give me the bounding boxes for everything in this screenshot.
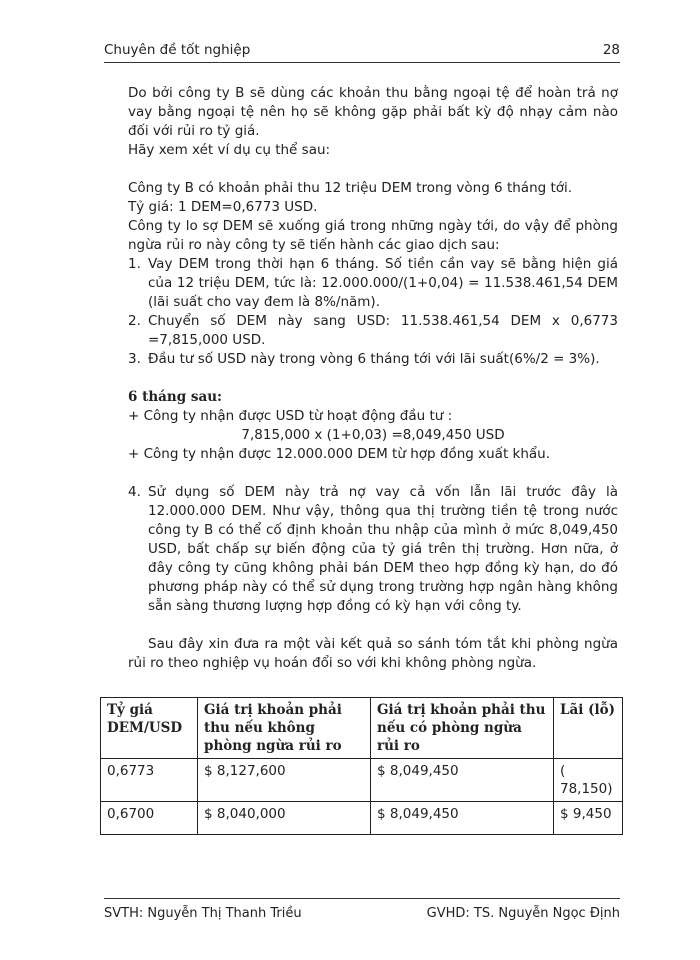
header-title: Chuyên đề tốt nghiệp xyxy=(104,42,251,58)
step-number: 4. xyxy=(128,484,141,500)
paragraph-receivable: Công ty B có khoản phải thu 12 triệu DEM trong vòng 6 tháng tới. xyxy=(128,180,573,196)
page-footer xyxy=(104,898,620,921)
comparison-table xyxy=(100,697,623,835)
after-line-investment: + Công ty nhận được USD từ hoạt động đầu tư : xyxy=(128,408,453,424)
table-row xyxy=(101,802,623,835)
after-heading: 6 tháng sau: xyxy=(128,389,222,405)
list-item xyxy=(128,255,618,312)
table-header-row xyxy=(101,698,623,759)
table-header-cell: Lãi (lỗ) xyxy=(554,698,623,759)
footer-student: SVTH: Nguyễn Thị Thanh Triều xyxy=(104,906,302,921)
step-text: Vay DEM trong thời hạn 6 tháng. Số tiền cần vay sẽ bằng hiện giá của 12 triệu DEM, tức là: 12.000.000/(1+0,04) = 11.538.461,54 DEM (lãi suất cho vay đem là 8%/năm). xyxy=(148,256,618,310)
table-cell: 0,6773 xyxy=(101,759,198,802)
table-cell: 0,6700 xyxy=(101,802,198,835)
table-row xyxy=(101,759,623,802)
paragraph-hedge-plan: Công ty lo sợ DEM sẽ xuống giá trong những ngày tới, do vậy để phòng ngừa rủi ro này công ty sẽ tiến hành các giao dịch sau: xyxy=(128,218,618,253)
list-item xyxy=(128,312,618,350)
step-number: 1. xyxy=(128,256,141,272)
step-number: 3. xyxy=(128,351,141,367)
paragraph-summary: Sau đây xin đưa ra một vài kết quả so sánh tóm tắt khi phòng ngừa rủi ro theo nghiệp vụ hoán đổi so với khi không phòng ngừa. xyxy=(128,636,618,671)
step-text: Chuyển số DEM này sang USD: 11.538.461,54 DEM x 0,6773 =7,815,000 USD. xyxy=(148,313,618,348)
table-cell: ( 78,150) xyxy=(554,759,623,802)
paragraph-exchange-rate: Tỷ giá: 1 DEM=0,6773 USD. xyxy=(128,199,318,215)
page-number: 28 xyxy=(602,42,620,58)
page-body xyxy=(128,84,618,673)
paragraph-intro: Do bởi công ty B sẽ dùng các khoản thu bằng ngoại tệ để hoàn trả nợ vay bằng ngoại tệ nên họ sẽ không gặp phải bất kỳ độ nhạy cảm nào đối với rủi ro tỷ giá. xyxy=(128,85,618,139)
page-header xyxy=(104,40,620,63)
list-item xyxy=(128,483,618,616)
step-number: 2. xyxy=(128,313,141,329)
steps-list xyxy=(128,255,618,369)
table-cell: $ 8,040,000 xyxy=(198,802,371,835)
table-cell: $ 9,450 xyxy=(554,802,623,835)
table-header-cell: Giá trị khoản phải thu nếu có phòng ngừa rủi ro xyxy=(371,698,554,759)
step-text: Sử dụng số DEM này trả nợ vay cả vốn lẫn lãi trước đây là 12.000.000 DEM. Như vậy, thông qua thị trường tiền tệ trong nước công ty B có thể cố định khoản thu nhập của mình ở mức 8,049,450 USD, bất chấp sự biến động của tỷ giá trên thị trường. Hơn nữa, ở đây công ty cũng không phải bán DEM theo hợp đồng kỳ hạn, do đó phương pháp này có thể sử dụng trong trường hợp ngân hàng không sẵn sàng thương lượng hợp đồng có kỳ hạn với công ty. xyxy=(148,484,618,614)
comparison-table-wrap xyxy=(100,697,623,835)
list-item xyxy=(128,350,618,369)
table-header-cell: Giá trị khoản phải thu nếu không phòng ngừa rủi ro xyxy=(198,698,371,759)
table-cell: $ 8,049,450 xyxy=(371,759,554,802)
step-text: Đầu tư số USD này trong vòng 6 tháng tới với lãi suất(6%/2 = 3%). xyxy=(148,351,600,367)
table-cell: $ 8,127,600 xyxy=(198,759,371,802)
table-header-cell: Tỷ giá DEM/USD xyxy=(101,698,198,759)
table-cell: $ 8,049,450 xyxy=(371,802,554,835)
steps-list-continued xyxy=(128,483,618,616)
footer-advisor: GVHD: TS. Nguyễn Ngọc Định xyxy=(426,906,620,921)
after-line-export: + Công ty nhận được 12.000.000 DEM từ hợp đồng xuất khẩu. xyxy=(128,446,551,462)
after-formula: 7,815,000 x (1+0,03) =8,049,450 USD xyxy=(241,427,505,443)
paragraph-example-lead: Hãy xem xét ví dụ cụ thể sau: xyxy=(128,142,331,158)
